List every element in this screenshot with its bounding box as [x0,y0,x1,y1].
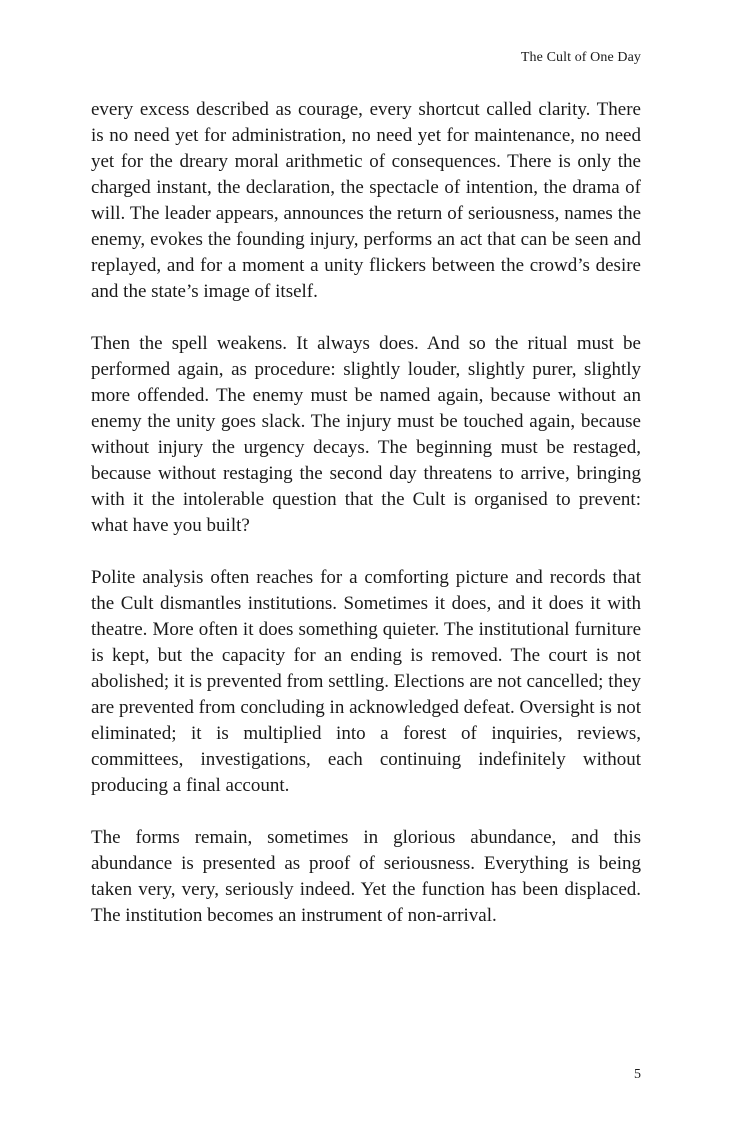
paragraph: Then the spell weakens. It always does. And so the ritual must be performed again, as procedure: slightly louder, slightly purer, slightly more offended. The enemy must be named again, because without an enemy the unity goes slack. The injury must be touched again, because without injury the urgency decays. The beginning must be restaged, because without restaging the second day threatens to arrive, bringing with it the intolerable question that the Cult is organised to prevent: what have you built? [91,333,641,536]
running-header: The Cult of One Day [520,50,641,65]
paragraph: The forms remain, sometimes in glorious abundance, and this abundance is presented as proof of seriousness. Everything is being taken very, very, seriously indeed. Yet the function has been displaced. The institution becomes an instrument of non-arrival. [91,827,641,926]
paragraph: Polite analysis often reaches for a comforting picture and records that the Cult dismantles institutions. Sometimes it does, and it does it with theatre. More often it does something quieter. The institutional furniture is kept, but the capacity for an ending is removed. The court is not abolished; it is prevented from settling. Elections are not cancelled; they are prevented from concluding in acknowledged defeat. Oversight is not eliminated; it is multiplied into a forest of inquiries, reviews, committees, investigations, each continuing indefinitely without producing a final account. [91,567,641,796]
paragraph: every excess described as courage, every shortcut called clarity. There is no need yet for administration, no need yet for maintenance, no need yet for the dreary moral arithmetic of consequences. There is only the charged instant, the declaration, the spectacle of intention, the drama of will. The leader appears, announces the return of seriousness, names the enemy, evokes the founding injury, performs an act that can be seen and replayed, and for a moment a unity flickers between the crowd’s desire and the state’s image of itself. [91,99,641,302]
body-text [91,97,641,955]
page-number: 5 [634,1067,641,1082]
